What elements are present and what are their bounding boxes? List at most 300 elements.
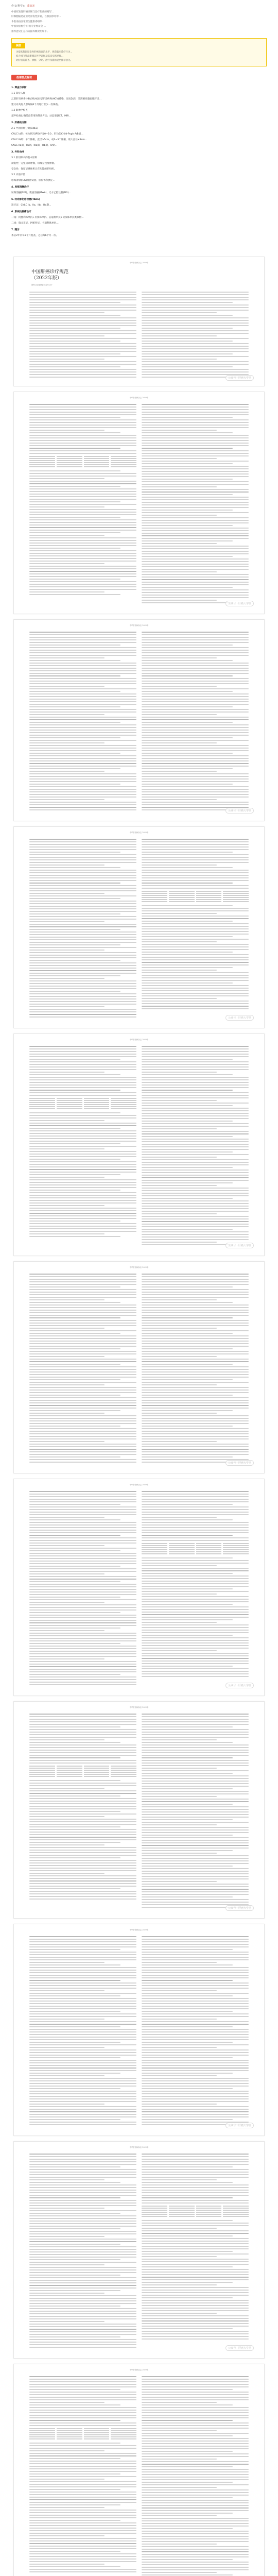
text-line [29,983,136,984]
text-line [142,1400,249,1401]
text-line [29,2510,136,2511]
table-cell [84,2434,110,2435]
text-line [142,1977,249,1978]
text-line [29,2285,136,2286]
text-line [29,1952,136,1953]
text-line [142,719,249,720]
text-line [142,502,249,503]
text-line [29,1141,136,1142]
text-line [29,1630,105,1631]
text-line [142,1198,233,1199]
text-line [142,1312,249,1313]
text-line [29,1456,120,1458]
text-line [142,1729,249,1730]
text-line [142,2507,249,2509]
table-cell [111,2434,136,2435]
text-line [142,753,233,754]
text-line [142,1289,249,1290]
text-line [142,2518,249,2519]
text-line [142,2430,217,2431]
table-cell [57,2434,82,2435]
text-line [29,2096,136,2097]
text-line [29,1724,136,1725]
text-line [142,2177,249,2178]
text-line [29,1646,136,1647]
text-line [29,2293,105,2294]
text-line [142,571,217,572]
text-line [142,1891,249,1892]
text-line [142,2404,233,2405]
text-line [29,1346,136,1347]
text-line [142,528,249,529]
watermark: 公众号 · 肝癌大学堂 [225,2345,254,2351]
table-row [142,1547,249,1548]
text-line [142,1307,249,1308]
text-line [29,1566,120,1567]
text-line [142,852,233,853]
text-line [142,2376,249,2377]
table-cell [84,1770,110,1771]
text-line [142,2386,249,2387]
table-cell [111,466,136,467]
paper-page [13,619,265,821]
text-line [142,1299,217,1300]
text-line [29,2282,136,2283]
text-line [29,1834,136,1835]
text-line [29,991,120,992]
text-line [142,338,249,339]
text-line [29,2213,120,2214]
text-line [142,1827,249,1828]
text-line [29,2208,105,2209]
text-line [29,2057,120,2058]
abstract-line: 结合国内外最新循证医学证据及临床实践经验... [16,55,64,58]
text-line [142,471,249,472]
text-line [142,1180,249,1181]
text-line [29,1082,136,1083]
section-heading: 1. 筛查与诊断 [11,87,27,90]
text-line [142,1328,217,1329]
text-line [29,1348,120,1349]
text-line [142,1182,233,1183]
text-line [29,2558,136,2560]
paper-header: 中华肝脏病杂志 2022年 [129,624,149,627]
text-line [29,543,136,544]
text-line [29,1993,136,1994]
text-line [142,1819,233,1820]
text-line [142,1325,249,1326]
text-line [29,1441,105,1442]
text-line [142,335,217,336]
text-line [29,1760,136,1761]
text-line [29,437,136,438]
text-line [29,1780,120,1781]
text-line [142,1167,233,1168]
text-line [142,2505,249,2506]
table-cell [223,2206,249,2207]
body-paragraph: CNLC IIa期、IIb期、IIIa期、IIIb期、IV期... [11,144,58,147]
text-line [142,535,249,536]
text-line [29,2476,136,2477]
text-line [142,1959,249,1960]
text-line [29,1410,120,1411]
text-line [29,586,136,587]
text-line [29,1826,120,1827]
text-line [29,1617,136,1618]
text-line [142,343,249,344]
text-line [142,1079,249,1080]
text-line [29,1338,136,1339]
text-line [29,1591,136,1592]
text-line [142,1509,249,1510]
text-line [142,443,249,444]
text-line [29,1964,120,1965]
text-line [29,1151,136,1152]
text-line [29,952,136,953]
text-line [29,1806,136,1807]
text-line [142,954,249,955]
table-cell [223,1547,249,1548]
text-line [142,982,233,984]
text-line [29,1054,136,1055]
text-line [142,2318,249,2319]
body-paragraph: 建议对高危人群每隔6个月进行至少一次筛查。 [11,104,60,107]
text-line [29,645,120,646]
text-line [29,722,120,723]
table-cell [111,2436,136,2437]
text-line [142,1845,249,1846]
text-line [142,1583,249,1584]
text-line [142,1206,249,1207]
table-cell [196,1547,222,1548]
text-line [142,463,233,464]
text-line [29,998,136,999]
text-line [29,950,105,951]
table-cell [169,2214,195,2215]
text-line [29,2083,136,2084]
text-line [142,722,233,723]
text-line [29,753,120,754]
paper-col [29,1046,136,1247]
text-line [29,348,136,349]
text-line [142,1410,233,1411]
table-cell [57,1768,82,1769]
text-line [29,338,136,339]
text-line [29,1148,105,1149]
text-line [29,2392,136,2393]
text-line [29,1936,136,1937]
text-line [142,2233,249,2234]
table-row [142,2214,249,2215]
text-line [29,453,136,454]
text-line [29,483,136,484]
text-line [142,1804,233,1805]
table-cell [169,1551,195,1552]
text-line [29,988,136,989]
text-line [29,1545,105,1546]
text-line [29,1213,136,1214]
table-cell [111,1774,136,1775]
text-line [142,1100,217,1101]
paper-col [29,1274,136,1464]
text-line [29,1072,105,1073]
table-cell [196,2214,222,2215]
watermark: 公众号 · 肝癌大学堂 [225,808,254,814]
text-line [142,934,249,935]
text-line [142,473,249,474]
text-line [29,854,136,855]
text-line [29,1620,136,1621]
text-line [29,470,120,471]
text-line [142,1886,249,1887]
text-line [142,650,249,651]
text-line [29,2029,136,2030]
text-line [142,939,249,940]
body-paragraph: 超声检查(US)是最常用的筛查方法；动态增强CT、MRI... [11,115,72,118]
text-line [29,916,136,917]
text-line [29,537,136,538]
text-line [29,699,136,700]
text-line [142,2253,249,2255]
text-line [142,1799,249,1800]
intro [0,8,278,34]
text-line [142,758,249,759]
text-line [29,1499,136,1500]
text-line [142,1286,233,1287]
text-line [29,688,136,689]
text-line [29,1995,120,1996]
text-line [29,735,136,736]
text-line [142,1431,249,1432]
text-line [142,1159,249,1160]
table-cell [142,901,167,902]
text-line [142,1195,249,1196]
paper-page [13,1033,265,1256]
text-line [29,299,136,300]
text-line [29,1721,136,1722]
table-cell [196,893,222,894]
text-line [142,916,249,917]
text-line [29,877,136,878]
text-line [29,1304,136,1306]
text-line [142,2466,233,2467]
text-line [29,1192,136,1193]
text-line [142,1317,233,1318]
text-line [142,2443,249,2444]
text-line [142,1074,233,1075]
text-line [29,443,136,444]
text-line [29,1514,136,1515]
text-line [142,1775,249,1776]
text-line [29,2290,120,2291]
table-cell [196,1545,222,1546]
text-line [142,1141,249,1142]
text-line [29,1079,136,1080]
text-line [142,941,217,942]
table-cell [196,1553,222,1554]
text-line [29,2313,136,2314]
text-line [29,1056,136,1057]
text-line [142,1366,249,1367]
table-cell [29,1766,55,1767]
text-line [29,634,136,635]
text-line [142,481,249,482]
text-line [142,589,249,590]
body-paragraph: 1.1 高危人群 [11,92,26,95]
text-line [29,1208,136,1209]
text-line [142,2047,217,2048]
table-cell [57,2438,82,2439]
text-line [29,2481,136,2482]
paper-page [13,1261,265,1473]
text-line [29,906,136,907]
text-line [29,2445,136,2446]
text-line [29,1816,105,1817]
text-line [29,473,136,474]
text-line [29,660,120,661]
text-line [142,564,249,565]
text-line [29,1783,136,1784]
text-line [142,1645,249,1646]
text-line [29,409,136,410]
table-cell [57,1102,82,1103]
text-line [142,1871,249,1872]
text-line [142,875,249,876]
text-line [29,1793,136,1794]
text-line [142,1113,249,1114]
text-line [142,497,249,498]
text-line [142,1522,249,1523]
text-line [142,1274,249,1275]
text-line [142,2513,233,2514]
paper-columns [14,626,264,819]
text-line [142,2284,217,2285]
text-line [142,750,249,751]
text-line [29,1527,136,1528]
text-line [29,1320,136,1321]
text-line [29,1801,136,1802]
text-line [142,1408,249,1409]
text-line [142,2026,233,2027]
text-line [29,668,136,669]
text-line [29,2379,136,2380]
text-line [142,1860,249,1861]
text-line [142,2235,233,2236]
text-line [142,1742,233,1743]
table-cell [57,1104,82,1105]
text-line [29,448,120,449]
text-line [29,514,136,515]
text-line [29,1136,136,1137]
intro-line: 中国原发性肝癌诊断与治疗指南的编写... [11,11,54,13]
text-line [29,371,136,372]
paper-col [142,1936,249,2127]
text-line [29,2417,136,2418]
text-line [29,1962,105,1963]
text-line [29,2161,136,2162]
text-line [29,1128,120,1129]
table-row [29,1776,136,1777]
text-line [29,1842,120,1843]
text-line [142,883,233,884]
table-cell [29,2436,55,2437]
text-line [142,1374,249,1375]
text-line [142,1343,249,1344]
text-line [142,515,217,516]
abstract-line: 为提高我国原发性肝癌的诊治水平，规范临床诊疗行为... [16,51,73,54]
text-line [29,947,136,948]
text-line [29,929,120,930]
text-line [142,1353,249,1354]
text-line [29,2564,105,2565]
text-line [142,1786,249,1787]
text-line [142,2067,249,2069]
text-line [142,320,249,321]
text-line [142,1048,249,1049]
text-line [142,844,249,845]
text-line [29,1281,136,1282]
text-line [29,312,105,313]
text-line [142,2174,249,2175]
table-row [142,2210,249,2211]
text-line [142,1612,249,1613]
text-line [142,417,233,418]
text-line [29,1299,105,1300]
text-line [29,650,136,651]
text-line [142,1097,249,1098]
paper-page [13,1479,265,1696]
text-line [142,2111,249,2112]
text-line [29,1286,120,1287]
text-line [142,768,233,769]
text-line [29,2109,136,2110]
text-line [142,1149,249,1150]
text-line [29,2197,120,2198]
text-line [142,2220,233,2221]
text-line [29,2251,136,2252]
text-line [142,492,249,493]
paper-page [13,1924,265,2136]
text-line [142,2101,249,2102]
text-line [142,1190,249,1191]
text-line [29,1392,136,1393]
text-line [142,366,233,367]
text-line [142,450,249,451]
text-line [29,2515,136,2516]
table-cell [223,893,249,894]
text-line [142,1395,233,1396]
text-line [142,632,249,633]
text-line [29,1011,136,1012]
text-line [29,865,105,866]
text-line [142,2300,249,2301]
text-line [29,323,136,324]
table-cell [223,1551,249,1552]
text-line [29,663,136,664]
text-line [29,1323,136,1324]
text-line [142,1382,249,1383]
text-line [29,512,136,513]
text-line [29,1130,136,1131]
text-line [29,1957,136,1958]
text-line [142,1806,249,1807]
text-line [29,576,136,577]
text-line [29,1133,136,1134]
text-line [29,755,136,756]
table-cell [29,2428,55,2429]
text-line [142,1008,249,1009]
text-line [142,2282,233,2283]
